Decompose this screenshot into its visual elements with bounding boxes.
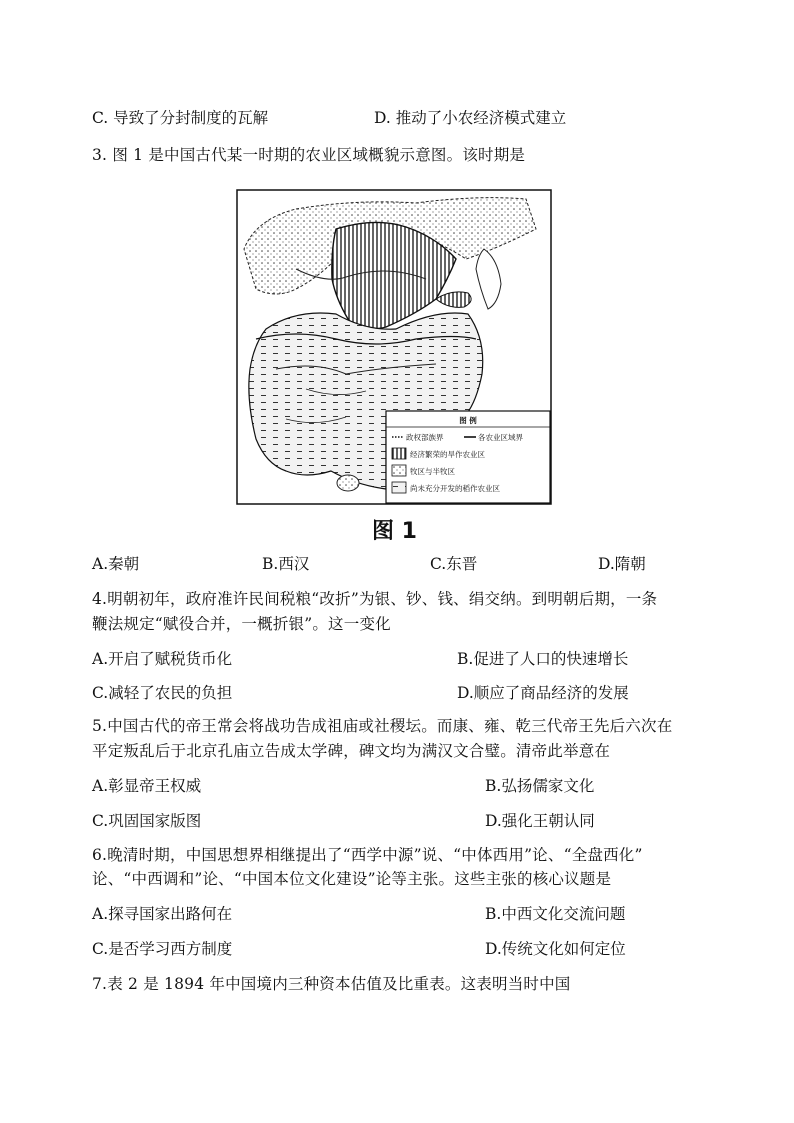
- q4-option-d: D.顺应了商品经济的发展: [457, 684, 629, 702]
- q6-stem-line2: 论、“中西调和”论、“中国本位文化建设”论等主张。这些主张的核心议题是: [92, 870, 612, 888]
- q4-option-a: A.开启了赋税货币化: [92, 650, 233, 668]
- q6-option-c: C.是否学习西方制度: [92, 940, 233, 958]
- figure-caption: 图 1: [372, 519, 417, 544]
- q5-option-b: B.弘扬儒家文化: [485, 777, 595, 795]
- legend-item-region-border: 各农业区域界: [478, 433, 523, 442]
- legend-title: 图 例: [459, 416, 477, 425]
- q4-stem-line1: 4.明朝初年，政府准许民间税粮“改折”为银、钞、钱、绢交纳。到明朝后期，一条: [92, 590, 658, 608]
- q5-stem-line2: 平定叛乱后于北京孔庙立告成太学碑，碑文均为满汉文合璧。清帝此举意在: [92, 742, 611, 760]
- q3-stem: 3. 图 1 是中国古代某一时期的农业区域概貌示意图。该时期是: [92, 146, 526, 164]
- q6-option-b: B.中西文化交流问题: [485, 905, 626, 923]
- q5-option-c: C.巩固国家版图: [92, 812, 202, 830]
- legend-item-pastoral: 牧区与半牧区: [410, 467, 455, 476]
- q2-option-c: C. 导致了分封制度的瓦解: [92, 109, 269, 127]
- q6-option-d: D.传统文化如何定位: [485, 940, 626, 958]
- q2-option-d: D. 推动了小农经济模式建立: [374, 109, 567, 127]
- q7-stem: 7.表 2 是 1894 年中国境内三种资本估值及比重表。这表明当时中国: [92, 975, 571, 993]
- q5-stem-line1: 5.中国古代的帝王常会将战功告成祖庙或社稷坛。而康、雍、乾三代帝王先后六次在: [92, 717, 673, 735]
- q3-map-figure: [236, 189, 552, 505]
- legend-item-dry-farming: 经济繁荣的旱作农业区: [410, 450, 485, 459]
- q4-option-c: C.减轻了农民的负担: [92, 684, 233, 702]
- q5-option-d: D.强化王朝认同: [485, 812, 595, 830]
- legend-item-boundary: 政权部族界: [406, 433, 444, 442]
- q3-option-d: D.隋朝: [598, 555, 646, 573]
- q6-stem-line1: 6.晚清时期，中国思想界相继提出了“西学中源”说、“中体西用”论、“全盘西化”: [92, 846, 643, 864]
- q4-stem-line2: 鞭法规定“赋役合并，一概折银”。这一变化: [92, 615, 391, 633]
- map-legend: [386, 411, 550, 503]
- q3-option-a: A.秦朝: [92, 555, 140, 573]
- agricultural-region-map: [236, 189, 552, 505]
- q3-option-c: C.东晋: [430, 555, 478, 573]
- q5-option-a: A.彰显帝王权威: [92, 777, 202, 795]
- q6-option-a: A.探寻国家出路何在: [92, 905, 233, 923]
- legend-item-rice-farming: 尚未充分开发的稻作农业区: [410, 484, 500, 493]
- q4-option-b: B.促进了人口的快速增长: [457, 650, 629, 668]
- q3-option-b: B.西汉: [262, 555, 310, 573]
